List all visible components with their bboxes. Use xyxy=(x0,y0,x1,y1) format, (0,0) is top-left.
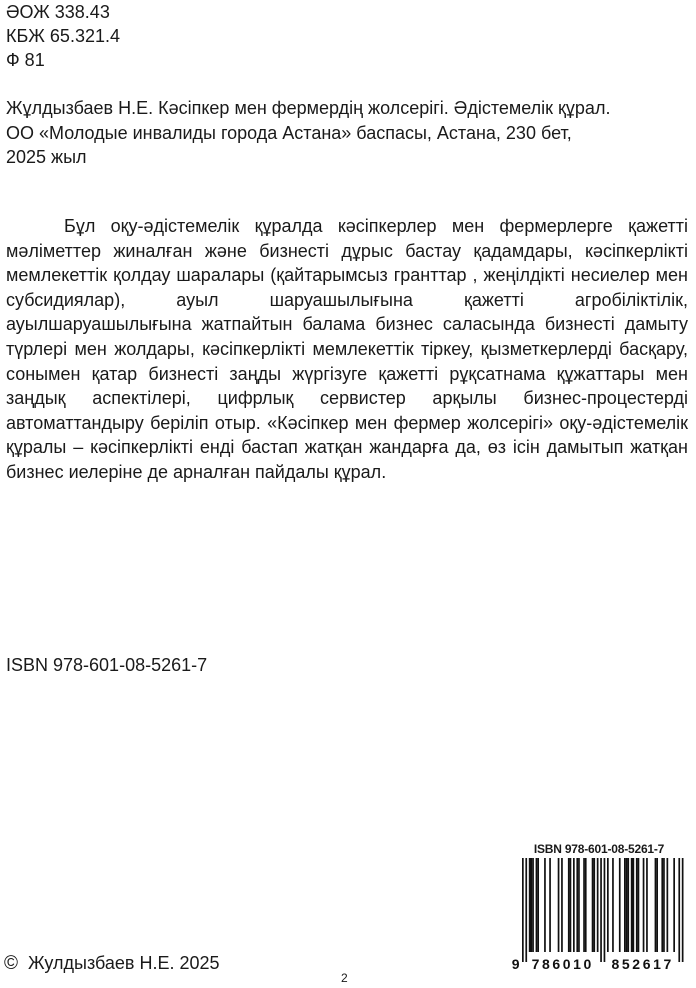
barcode-bar xyxy=(626,858,628,952)
barcode-bar xyxy=(597,858,599,952)
barcode-bar xyxy=(576,858,578,952)
barcode-bar xyxy=(627,858,629,952)
udc-code: ӘОЖ 338.43 xyxy=(6,2,110,22)
barcode-bar xyxy=(646,858,648,952)
barcode-bar xyxy=(655,858,657,952)
barcode-bar xyxy=(673,858,675,952)
barcode-bar xyxy=(578,858,580,952)
barcode-bar xyxy=(522,858,524,962)
barcode-bar xyxy=(593,858,595,952)
bbk-code: КБЖ 65.321.4 xyxy=(6,26,120,46)
barcode-bar xyxy=(583,858,585,952)
barcode-bar xyxy=(624,858,626,952)
barcode-bar xyxy=(537,858,539,952)
barcode-bar xyxy=(570,858,572,952)
barcode-bars xyxy=(508,858,690,970)
barcode-digits-right: 852617 xyxy=(611,956,674,970)
barcode-bar xyxy=(656,858,658,952)
isbn-barcode xyxy=(508,842,690,970)
barcode-bar xyxy=(529,858,531,952)
barcode-bar xyxy=(636,858,638,952)
barcode-bar xyxy=(633,858,635,952)
barcode-bar xyxy=(585,858,587,952)
page-number: 2 xyxy=(341,971,348,985)
barcode-bar xyxy=(532,858,534,952)
barcode-bar xyxy=(544,858,546,952)
barcode-label: ISBN 978-601-08-5261-7 xyxy=(533,842,665,856)
biblio-line-1: Жұлдызбаев Н.Е. Кәсіпкер мен фермердің жолсерігі. Әдістемелік құрал. xyxy=(6,98,611,118)
barcode-digit-lead: 9 xyxy=(511,956,523,970)
barcode-bar xyxy=(631,858,633,952)
barcode-bar xyxy=(568,858,570,952)
barcode-bar xyxy=(573,858,575,952)
barcode-digits-left: 786010 xyxy=(531,956,594,970)
barcode-bar xyxy=(663,858,665,952)
copyright-text: Жулдызбаев Н.Е. 2025 xyxy=(28,953,220,973)
copyright-notice xyxy=(4,951,220,976)
barcode-bar xyxy=(682,858,684,962)
barcode-bar xyxy=(638,858,640,952)
barcode-bar xyxy=(667,858,669,952)
barcode-bar xyxy=(600,858,602,962)
classification-codes xyxy=(6,0,120,72)
barcode-bar xyxy=(678,858,680,962)
barcode-bar xyxy=(661,858,663,952)
barcode-bar xyxy=(531,858,533,952)
barcode-bar xyxy=(536,858,538,952)
barcode-bar xyxy=(525,858,527,962)
copyright-icon: © xyxy=(4,953,18,974)
barcode-bar xyxy=(549,858,551,952)
isbn-text: ISBN 978-601-08-5261-7 xyxy=(6,655,208,675)
barcode-bar xyxy=(561,858,563,952)
bibliographic-record xyxy=(6,96,690,170)
biblio-line-3: 2025 жыл xyxy=(6,147,87,167)
barcode-bar xyxy=(612,858,614,952)
abstract-paragraph: Бұл оқу-әдістемелік құралда кәсіпкерлер мен фермерлерге қажетті мәліметтер жиналған және бизнесті дұрыс бастау қадамдары, кәсіпкерлікті мемлекеттік қолдау шаралары (қайтарымсыз гранттар , жеңілдікті несиелер мен субсидиялар), ауыл шаруашылығына қажетті агробіліктілік, ауылшаруашылығына жатпайтын балама бизнес саласында бизнесті дамыту түрлері мен жолдары, кәсіпкерлікті мемлекеттік тіркеу, қызметкерлерді басқару, сонымен қатар бизнесті заңды жүргізуге қажетті рұқсатнама құжаттары мен заңдық аспектілері, цифрлық сервистер арқылы бизнес-процестерді автоматтандыру беріліп отыр. «Кәсіпкер мен фермер жолсерігі» оқу-әдістемелік құралы – кәсіпкерлікті енді бастап жатқан жандарға да, өз ісін дамытып жатқан бизнес иелеріне де арналған пайдалы құрал. xyxy=(6,216,688,482)
biblio-line-2: ОО «Молодые инвалиды города Астана» баспасы, Астана, 230 бет, xyxy=(6,122,572,143)
barcode-bar xyxy=(607,858,609,952)
barcode-bar xyxy=(592,858,594,952)
author-sign: Ф 81 xyxy=(6,50,45,70)
barcode-bar xyxy=(558,858,560,952)
barcode-bar xyxy=(643,858,645,952)
barcode-bar xyxy=(619,858,621,952)
barcode-bar xyxy=(604,858,606,962)
